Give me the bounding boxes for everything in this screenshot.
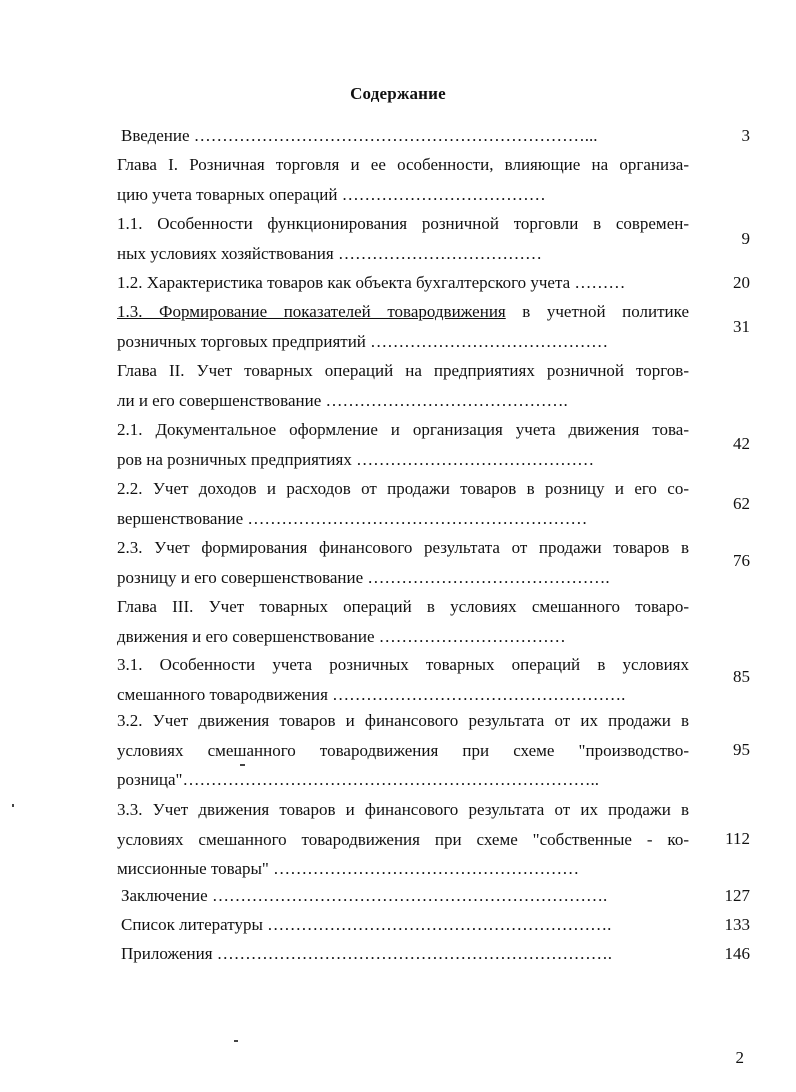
toc-entry-text: смешанного товародвижения ……………………………………………. xyxy=(117,684,626,704)
toc-entry-text: миссионные товары" ……………………………………………… xyxy=(117,859,580,878)
toc-entry-text: 1.1. Особенности функционирования розничной торговли в современ- xyxy=(117,214,689,233)
toc-entry-text: Глава III. Учет товарных операций в условиях смешанного товаро- xyxy=(117,597,689,616)
toc-entry-2-2[interactable] xyxy=(117,474,689,533)
toc-page-3-2: 95 xyxy=(733,740,750,759)
toc-page-intro: 3 xyxy=(741,126,750,145)
toc-entry-text: Приложения ……………………………………………………………. xyxy=(121,944,613,963)
toc-entry-text: Введение ……………………………………………………………... xyxy=(121,126,598,145)
scan-speck xyxy=(12,804,14,807)
footer-page-number: 2 xyxy=(735,1048,744,1067)
toc-page-2-3: 76 xyxy=(733,551,750,570)
toc-entry-text: условиях смешанного товародвижения при схеме "производство- xyxy=(117,740,689,760)
toc-entry-appendices[interactable] xyxy=(121,939,693,969)
toc-entry-text: движения и его совершенствование …………………………… xyxy=(117,626,566,646)
toc-entry-text: 2.2. Учет доходов и расходов от продажи товаров в розницу и его со- xyxy=(117,479,689,498)
toc-entry-text: розницу и его совершенствование ……………………………………. xyxy=(117,567,610,587)
toc-entry-chapter-2[interactable] xyxy=(117,356,689,415)
scan-speck xyxy=(240,764,245,766)
toc-entry-2-1[interactable] xyxy=(117,415,689,474)
toc-page-3-1: 85 xyxy=(733,667,750,686)
toc-entry-text: в учетной политике xyxy=(505,302,689,321)
toc-entry-chapter-1[interactable] xyxy=(117,150,689,209)
toc-page-appendices: 146 xyxy=(724,944,750,963)
toc-page-3-3: 112 xyxy=(725,829,750,848)
toc-entry-underlined-text: 1.3. Формирование показателей товародвижения xyxy=(117,302,506,321)
toc-page-1-1: 9 xyxy=(741,229,750,248)
toc-entry-1-2[interactable] xyxy=(117,268,689,298)
toc-entry-text: 3.2. Учет движения товаров и финансового результата от их продажи в xyxy=(117,711,689,730)
toc-page-references: 133 xyxy=(724,915,750,934)
toc-entry-intro[interactable] xyxy=(121,121,693,151)
toc-entry-text: условиях смешанного товародвижения при схеме "собственные - ко- xyxy=(117,829,689,849)
toc-page-1-2: 20 xyxy=(733,273,750,292)
toc-entry-text: 1.2. Характеристика товаров как объекта бухгалтерского учета ……… xyxy=(117,273,626,292)
toc-entry-text: 3.1. Особенности учета розничных товарных операций в условиях xyxy=(117,655,689,674)
toc-entry-text: ных условиях хозяйствования ……………………………… xyxy=(117,243,542,263)
toc-entry-text: 2.1. Документальное оформление и организация учета движения това- xyxy=(117,420,689,439)
toc-entry-references[interactable] xyxy=(121,910,693,940)
toc-entry-2-3[interactable] xyxy=(117,533,689,592)
toc-entry-1-1[interactable] xyxy=(117,209,689,268)
toc-entry-text: вершенствование …………………………………………………… xyxy=(117,508,588,528)
toc-entry-chapter-3[interactable] xyxy=(117,592,689,651)
toc-entry-text: Список литературы ……………………………………………………. xyxy=(121,915,612,934)
toc-page-2-2: 62 xyxy=(733,494,750,513)
toc-page-2-1: 42 xyxy=(733,434,750,453)
toc-entry-text: Глава II. Учет товарных операций на предприятиях розничной торгов- xyxy=(117,361,689,380)
toc-entry-3-1[interactable] xyxy=(117,650,689,709)
toc-page-1-3: 31 xyxy=(733,317,750,336)
toc-page-conclusion: 127 xyxy=(724,886,750,905)
toc-entry-text: розничных торговых предприятий …………………………………… xyxy=(117,331,609,351)
toc-entry-text: Глава I. Розничная торговля и ее особенности, влияющие на организа- xyxy=(117,155,689,174)
toc-entry-text: 3.3. Учет движения товаров и финансового результата от их продажи в xyxy=(117,800,689,819)
toc-entry-text: ров на розничных предприятиях …………………………………… xyxy=(117,449,595,469)
page-title: Содержание xyxy=(350,84,446,103)
toc-entry-text: розница"……………………………………………………………….. xyxy=(117,770,599,789)
toc-entry-text: цию учета товарных операций ……………………………… xyxy=(117,184,546,204)
toc-entry-first-line xyxy=(117,297,689,327)
toc-entry-text: ли и его совершенствование ……………………………………. xyxy=(117,390,568,410)
toc-entry-1-3[interactable] xyxy=(117,297,689,356)
toc-entry-text: Заключение ……………………………………………………………. xyxy=(121,886,608,905)
toc-entry-conclusion[interactable] xyxy=(121,881,693,911)
toc-entry-text: 2.3. Учет формирования финансового результата от продажи товаров в xyxy=(117,538,689,557)
scan-speck xyxy=(234,1040,238,1042)
toc-entry-3-3[interactable] xyxy=(117,795,689,884)
toc-entry-3-2[interactable] xyxy=(117,706,689,795)
